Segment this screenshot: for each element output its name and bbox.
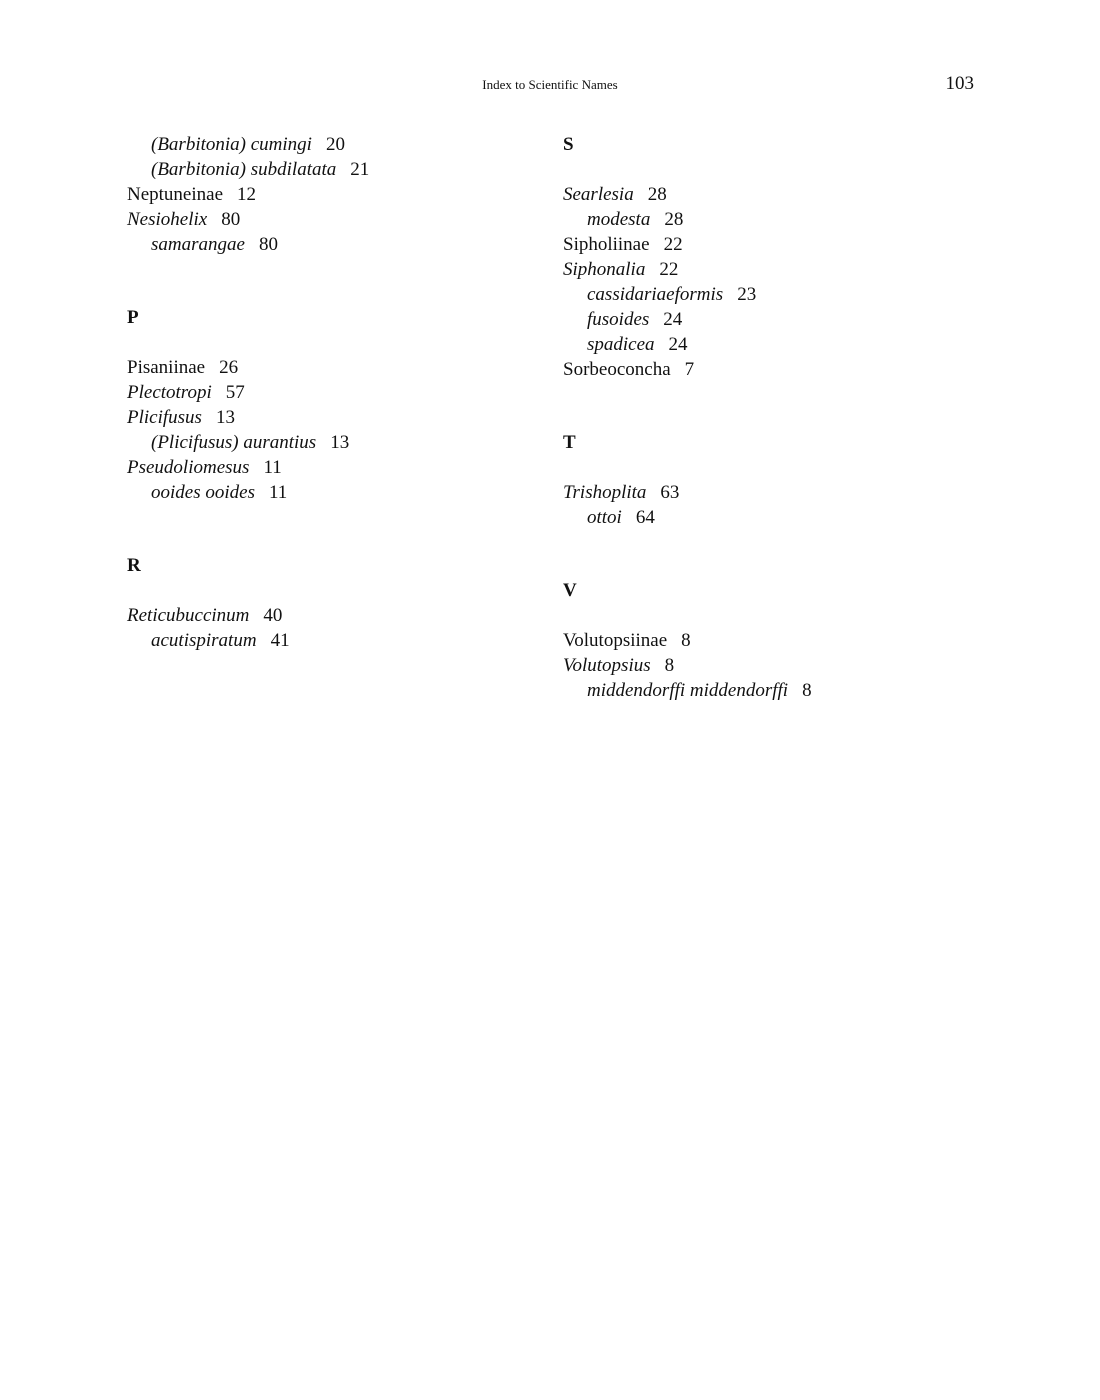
entry-name: samarangae: [151, 234, 245, 255]
entry-page-number: 57: [225, 382, 245, 403]
entry-page-number: 63: [660, 482, 680, 503]
entry-page-number: 28: [664, 209, 684, 230]
section-letter: R: [127, 555, 141, 576]
entry-name: Plectotropi: [127, 382, 212, 403]
entry-page-number: 11: [263, 457, 282, 478]
index-entry: [127, 182, 547, 207]
section-letter: S: [563, 134, 574, 155]
entry-name: (Plicifusus) aurantius: [151, 432, 317, 453]
entry-page-number: 80: [221, 209, 241, 230]
index-entry: [563, 307, 983, 332]
entry-page-number: 12: [237, 184, 257, 205]
entry-page-number: 28: [647, 184, 667, 205]
index-group: [563, 132, 983, 382]
index-entry: [127, 480, 547, 505]
entry-page-number: 21: [350, 159, 370, 180]
entry-name: fusoides: [587, 309, 650, 330]
index-entry: [127, 628, 547, 653]
entry-name: Volutopsiinae: [563, 630, 668, 651]
entry-name: Pisaniinae: [127, 357, 206, 378]
entry-page-number: 7: [684, 359, 695, 380]
entry-name: acutispiratum: [151, 630, 257, 651]
entry-page-number: 80: [258, 234, 278, 255]
section-letter: V: [563, 580, 577, 601]
index-entry: [127, 380, 547, 405]
entry-name: Reticubuccinum: [127, 605, 250, 626]
index-entry: [563, 505, 983, 530]
entry-name: spadicea: [587, 334, 655, 355]
index-entry: [563, 332, 983, 357]
index-group: [563, 430, 983, 530]
entry-page-number: 11: [268, 482, 288, 503]
index-entry: [563, 207, 983, 232]
index-entry: [563, 232, 983, 257]
index-entry: [563, 678, 983, 703]
entry-page-number: 13: [215, 407, 235, 428]
entry-name: Trishoplita: [563, 482, 647, 503]
entry-page-number: 41: [270, 630, 290, 651]
entry-page-number: 20: [325, 134, 345, 155]
entry-page-number: 24: [663, 309, 683, 330]
index-entry: [127, 405, 547, 430]
index-entry: [563, 282, 983, 307]
entry-page-number: 8: [664, 655, 675, 676]
index-group: [127, 553, 547, 653]
entry-name: Sipholiinae: [563, 234, 650, 255]
entry-page-number: 24: [668, 334, 688, 355]
index-entry: [127, 132, 547, 157]
index-entry: [127, 207, 547, 232]
index-entry: [127, 157, 547, 182]
page-number: 103: [945, 73, 974, 94]
entry-name: Neptuneinae: [127, 184, 224, 205]
entry-name: Nesiohelix: [127, 209, 208, 230]
entry-name: ottoi: [587, 507, 622, 528]
entry-name: Sorbeoconcha: [563, 359, 671, 380]
entry-page-number: 8: [802, 680, 812, 701]
index-group: [127, 305, 547, 505]
section-letter: T: [563, 432, 576, 453]
entry-name: middendorffi middendorffi: [587, 680, 789, 701]
index-group: [563, 578, 983, 703]
entry-page-number: 40: [263, 605, 283, 626]
entry-name: Volutopsius: [563, 655, 651, 676]
index-entry: [127, 232, 547, 257]
index-entry: [563, 182, 983, 207]
section-letter: P: [127, 307, 139, 328]
index-entry: [563, 257, 983, 282]
entry-name: cassidariaeformis: [587, 284, 724, 305]
entry-page-number: 22: [663, 234, 683, 255]
entry-name: Searlesia: [563, 184, 634, 205]
index-column-right: [563, 132, 983, 703]
index-entry: [563, 653, 983, 678]
index-entry: [563, 628, 983, 653]
index-entry: [563, 480, 983, 505]
entry-name: Plicifusus: [127, 407, 202, 428]
index-entry: [127, 455, 547, 480]
entry-page-number: 26: [219, 357, 239, 378]
entry-page-number: 23: [737, 284, 757, 305]
running-title: Index to Scientific Names: [482, 77, 618, 92]
index-entry: [127, 603, 547, 628]
entry-name: Siphonalia: [563, 259, 646, 280]
entry-name: modesta: [587, 209, 651, 230]
entry-name: Pseudoliomesus: [127, 457, 250, 478]
index-group: [127, 132, 547, 257]
index-column-left: [127, 132, 547, 653]
index-entry: [127, 430, 547, 455]
entry-page-number: 13: [330, 432, 350, 453]
entry-page-number: 8: [681, 630, 691, 651]
entry-page-number: 22: [659, 259, 679, 280]
entry-name: (Barbitonia) subdilatata: [151, 159, 337, 180]
entry-name: ooides ooides: [151, 482, 255, 503]
entry-page-number: 64: [635, 507, 655, 528]
index-entry: [127, 355, 547, 380]
index-entry: [563, 357, 983, 382]
entry-name: (Barbitonia) cumingi: [151, 134, 312, 155]
